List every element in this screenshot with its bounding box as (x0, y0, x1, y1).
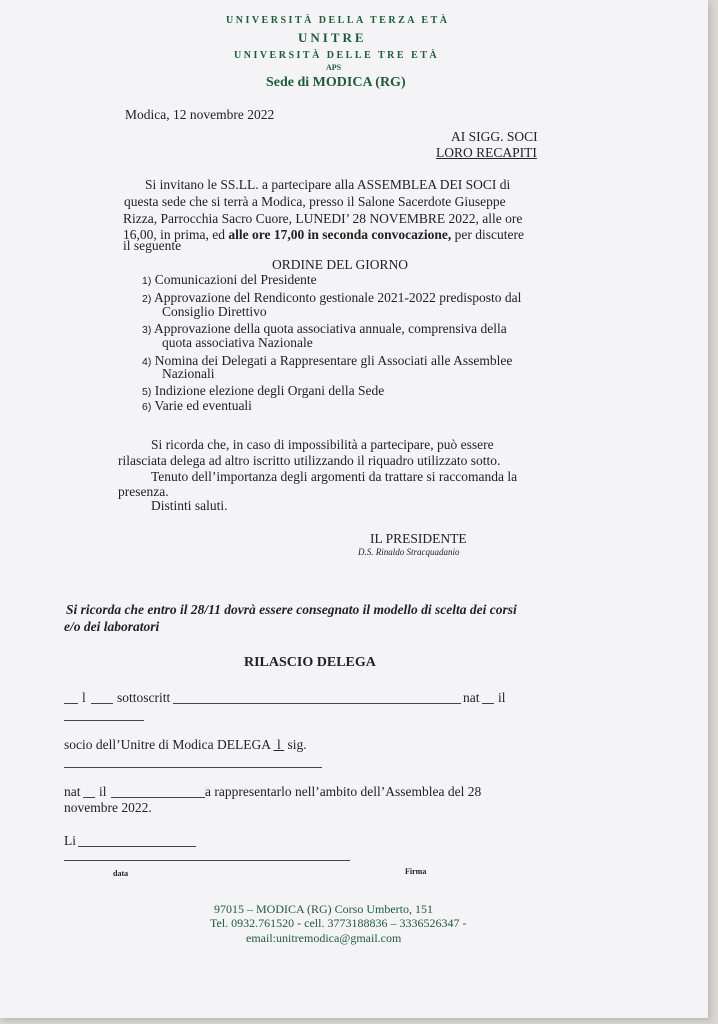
agenda-item-4-continuation: Nazionali (162, 366, 215, 381)
agenda-item-text: Approvazione del Rendiconto gestionale 2021-2022 predisposto dal (153, 290, 522, 305)
delega-data-label: data (113, 869, 129, 878)
recipients-line-2: LORO RECAPITI (436, 145, 537, 160)
reminder-line-4: presenza. (118, 484, 169, 499)
signature-blank-line (64, 860, 350, 861)
delega-il: il (498, 690, 506, 705)
invite-line-2: questa sede che si terrà a Modica, presso il Salone Sacerdote Giuseppe (124, 194, 506, 209)
notice-line-2: e/o dei laboratori (64, 619, 160, 634)
agenda-item-text: Varie ed eventuali (154, 398, 252, 413)
delega-firma-label: Firma (405, 867, 427, 876)
reminder-line-2: rilasciata delega ad altro iscritto utilizzando il riquadro utilizzato sotto. (118, 453, 501, 468)
reminder-line-5: Distinti saluti. (151, 498, 228, 513)
birthdate-blank-line (111, 797, 205, 798)
delega-socio-line (64, 737, 307, 752)
delega-il-2: il (99, 784, 107, 799)
invite-line-4-a: 16,00, in prima, ed (123, 227, 229, 242)
agenda-item-1 (142, 272, 317, 289)
delega-title: RILASCIO DELEGA (244, 655, 376, 670)
recipients-line-1: AI SIGG. SOCI (451, 129, 538, 144)
agenda-item-number: 6) (142, 401, 152, 413)
agenda-item-2-continuation: Consiglio Direttivo (162, 304, 267, 319)
agenda-item-text: Nomina dei Delegati a Rappresentare gli Associati alle Assemblee (154, 353, 513, 368)
delega-li: Li (64, 833, 76, 848)
blank-line (91, 703, 113, 704)
place-blank-line (78, 846, 196, 847)
name-blank-line (173, 703, 461, 704)
footer-phone: Tel. 0932.761520 - cell. 3773188836 – 3336526347 - (210, 916, 467, 930)
birthdate-blank-line (64, 720, 144, 721)
agenda-item-3-continuation: quota associativa Nazionale (162, 335, 313, 350)
blank-line (83, 797, 95, 798)
agenda-item-number: 3) (142, 324, 152, 336)
header-sede: Sede di MODICA (RG) (266, 75, 406, 90)
invite-line-4 (123, 227, 524, 242)
agenda-item-text: Comunicazioni del Presidente (154, 272, 317, 287)
agenda-item-text: Indizione elezione degli Organi della Sede (154, 383, 385, 398)
reminder-line-3: Tenuto dell’importanza degli argomenti da trattare si raccomanda la (151, 469, 518, 484)
delega-nat-2: nat (64, 784, 81, 799)
footer-email: email:unitremodica@gmail.com (246, 931, 402, 945)
invite-line-1: Si invitano le SS.LL. a partecipare alla ASSEMBLEA DEI SOCI di (145, 177, 511, 192)
agenda-item-number: 2) (142, 293, 152, 305)
delega-l: l (82, 690, 86, 705)
signature-title: IL PRESIDENTE (370, 531, 467, 546)
agenda-item-number: 1) (142, 275, 152, 287)
agenda-item-number: 5) (142, 386, 152, 398)
header-university-three-ages: UNIVERSITÀ DELLE TRE ETÀ (234, 50, 440, 61)
header-university-third-age: UNIVERSITÀ DELLA TERZA ETÀ (226, 15, 450, 26)
invite-line-5: il seguente (123, 238, 182, 253)
letter-date: Modica, 12 novembre 2022 (125, 107, 275, 122)
footer-address: 97015 – MODICA (RG) Corso Umberto, 151 (214, 902, 433, 916)
header-unitre: UNITRE (298, 30, 367, 45)
invite-line-3: Rizza, Parrocchia Sacro Cuore, LUNEDI’ 28 NOVEMBRE 2022, alle ore (123, 211, 523, 226)
blank-line (64, 703, 78, 704)
agenda-title: ORDINE DEL GIORNO (272, 257, 408, 272)
delega-rappresentarlo-cont: novembre 2022. (64, 800, 152, 815)
header-aps: APS (326, 63, 342, 72)
reminder-line-1: Si ricorda che, in caso di impossibilità a partecipare, può essere (151, 437, 494, 452)
agenda-item-6 (142, 398, 252, 415)
signature-name: D.S. Rinaldo Stracquadanio (358, 547, 460, 557)
delega-nat: nat (463, 690, 480, 705)
agenda-item-number: 4) (142, 356, 152, 368)
invite-line-4-bold: alle ore 17,00 in seconda convocazione, (228, 227, 452, 242)
delega-l-2: l (276, 737, 281, 752)
agenda-item-text: Approvazione della quota associativa annuale, comprensiva della (153, 321, 507, 336)
invite-line-4-c: per discutere (451, 227, 524, 242)
delega-sig: sig. (284, 737, 307, 752)
delega-rappresentarlo: a rappresentarlo nell’ambito dell’Assemblea del 28 (205, 784, 482, 799)
delega-sottoscritt: sottoscritt (117, 690, 171, 705)
delegate-name-blank-line (64, 767, 322, 768)
delega-socio-text: socio dell’Unitre di Modica DELEGA (64, 737, 274, 752)
notice-line-1: Si ricorda che entro il 28/11 dovrà essere consegnato il modello di scelta dei corsi (66, 602, 517, 617)
blank-line (482, 703, 494, 704)
